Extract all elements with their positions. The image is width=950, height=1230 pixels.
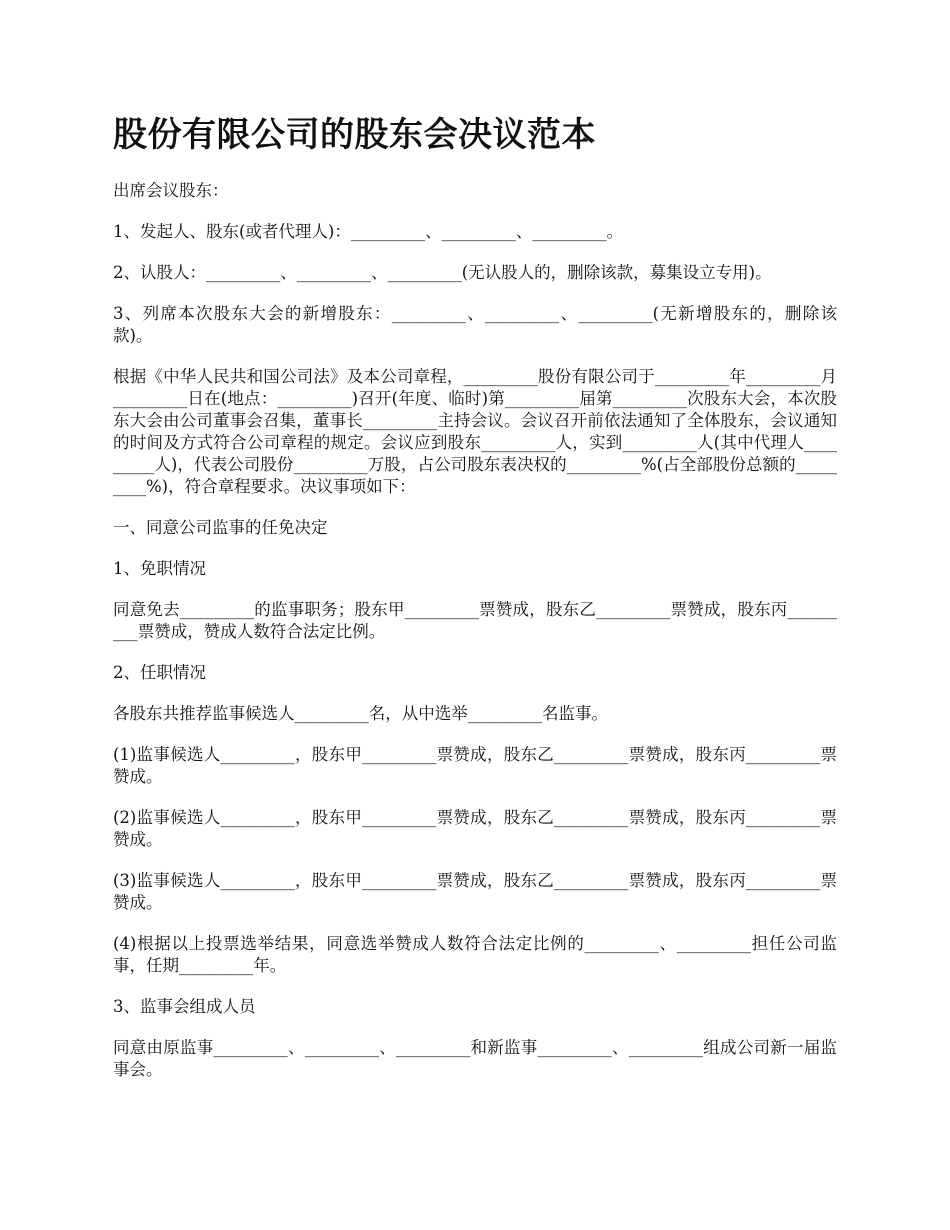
dismissal-paragraph: 同意免去_________的监事职务；股东甲_________票赞成，股东乙_________票赞成，股东丙_________票赞成，赞成人数符合法定比例。	[113, 600, 837, 641]
candidate-2-vote: (2)监事候选人_________，股东甲_________票赞成，股东乙_________票赞成，股东丙_________票赞成。	[113, 808, 837, 849]
subscribers-line: 2、认股人：_________、_________、_________(无认股人的，删除该款，募集设立专用)。	[113, 263, 772, 282]
subsection-dismissal: 1、免职情况	[113, 559, 206, 578]
subsection-board-composition: 3、监事会组成人员	[113, 997, 256, 1016]
subsection-appointment: 2、任职情况	[113, 663, 206, 682]
section-heading-supervisors: 一、同意公司监事的任免决定	[113, 518, 328, 537]
candidate-3-vote: (3)监事候选人_________，股东甲_________票赞成，股东乙_________票赞成，股东丙_________票赞成。	[113, 871, 837, 912]
nomination-paragraph: 各股东共推荐监事候选人_________名，从中选举_________名监事。	[113, 704, 608, 723]
new-shareholders-line: 3、列席本次股东大会的新增股东：_________、_________、_________(无新增股东的，删除该款)。	[113, 304, 837, 345]
attendees-heading: 出席会议股东：	[113, 181, 229, 200]
document-title: 股份有限公司的股东会决议范本	[113, 115, 596, 155]
meeting-basis-paragraph: 根据《中华人民共和国公司法》及本公司章程，_________股份有限公司于_________年_________月_________日在(地点：_________)召开(年度、临时)第_________届第_________次股东大会，本次股东大会由公司董事会召集，董事长_________主持会议。会议召开前依法通知了全体股东，会议通知的时间及方式符合公司章程的规定。会议应到股东_________人，实到_________人(其中代理人_________人)，代表公司股份_________万股，占公司股东表决权的_________%(占全部股份总额的_________%)，符合章程要求。决议事项如下：	[113, 367, 837, 496]
founders-line: 1、发起人、股东(或者代理人)：_________、_________、_________。	[113, 222, 624, 241]
candidate-1-vote: (1)监事候选人_________，股东甲_________票赞成，股东乙_________票赞成，股东丙_________票赞成。	[113, 745, 837, 786]
document-page	[113, 108, 837, 1100]
election-result-paragraph: (4)根据以上投票选举结果，同意选举赞成人数符合法定比例的_________、_________担任公司监事，任期_________年。	[113, 934, 837, 975]
board-composition-paragraph: 同意由原监事_________、_________、_________和新监事_________、_________组成公司新一届监事会。	[113, 1038, 837, 1079]
